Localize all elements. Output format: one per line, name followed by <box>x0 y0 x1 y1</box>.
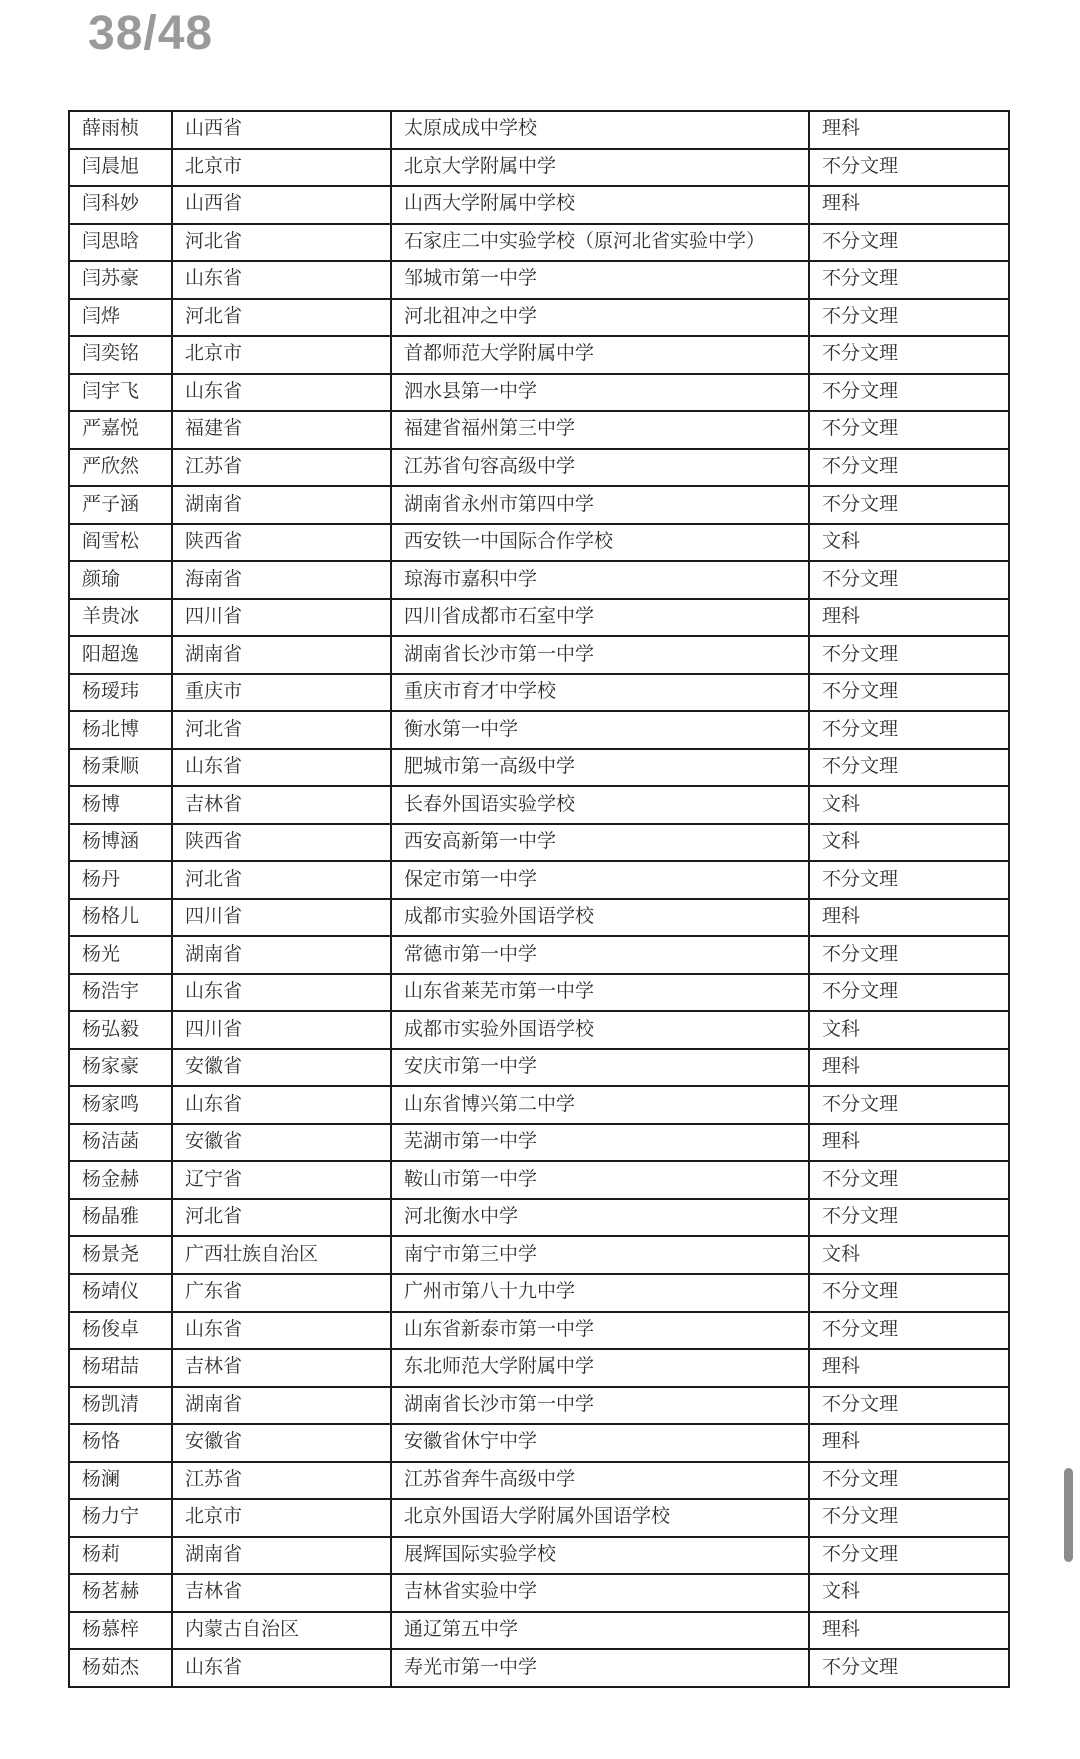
table-row <box>69 524 1009 562</box>
table-row <box>69 411 1009 449</box>
table-cell-track: 不分文理 <box>809 1199 1009 1237</box>
table-row <box>69 1612 1009 1650</box>
table-cell-school: 芜湖市第一中学 <box>391 1124 809 1162</box>
table-cell-province: 山东省 <box>172 1312 391 1350</box>
table-cell-province: 福建省 <box>172 411 391 449</box>
table-row <box>69 261 1009 299</box>
table-cell-province: 吉林省 <box>172 786 391 824</box>
table-cell-name: 杨秉顺 <box>69 749 172 787</box>
table-row <box>69 824 1009 862</box>
table-cell-school: 鞍山市第一中学 <box>391 1161 809 1199</box>
table-row <box>69 674 1009 712</box>
table-cell-track: 文科 <box>809 1236 1009 1274</box>
table-cell-track: 不分文理 <box>809 974 1009 1012</box>
table-cell-province: 安徽省 <box>172 1124 391 1162</box>
table-cell-school: 安徽省休宁中学 <box>391 1424 809 1462</box>
table-cell-name: 杨家鸣 <box>69 1086 172 1124</box>
table-cell-province: 重庆市 <box>172 674 391 712</box>
table-cell-school: 寿光市第一中学 <box>391 1649 809 1687</box>
table-cell-school: 湖南省长沙市第一中学 <box>391 1387 809 1425</box>
table-cell-name: 杨瑷玮 <box>69 674 172 712</box>
table-cell-school: 北京外国语大学附属外国语学校 <box>391 1499 809 1537</box>
table-cell-school: 河北衡水中学 <box>391 1199 809 1237</box>
table-cell-name: 杨澜 <box>69 1462 172 1500</box>
table-cell-province: 吉林省 <box>172 1574 391 1612</box>
table-cell-name: 闫苏豪 <box>69 261 172 299</box>
table-row <box>69 1161 1009 1199</box>
table-cell-track: 不分文理 <box>809 636 1009 674</box>
table-cell-province: 湖南省 <box>172 486 391 524</box>
table-row <box>69 449 1009 487</box>
table-cell-school: 邹城市第一中学 <box>391 261 809 299</box>
table-cell-province: 四川省 <box>172 599 391 637</box>
table-cell-school: 吉林省实验中学 <box>391 1574 809 1612</box>
table-row <box>69 1312 1009 1350</box>
table-cell-track: 文科 <box>809 1011 1009 1049</box>
table-cell-name: 杨莉 <box>69 1537 172 1575</box>
table-row <box>69 1086 1009 1124</box>
table-row <box>69 1387 1009 1425</box>
table-row <box>69 1537 1009 1575</box>
table-cell-name: 杨凯清 <box>69 1387 172 1425</box>
table-cell-school: 肥城市第一高级中学 <box>391 749 809 787</box>
table-cell-province: 山东省 <box>172 374 391 412</box>
table-cell-province: 安徽省 <box>172 1424 391 1462</box>
table-cell-school: 山东省博兴第二中学 <box>391 1086 809 1124</box>
table-cell-track: 理科 <box>809 1349 1009 1387</box>
table-cell-track: 不分文理 <box>809 1161 1009 1199</box>
table-cell-province: 内蒙古自治区 <box>172 1612 391 1650</box>
table-cell-name: 杨恪 <box>69 1424 172 1462</box>
table-row <box>69 1199 1009 1237</box>
table-row <box>69 336 1009 374</box>
table-cell-province: 湖南省 <box>172 1387 391 1425</box>
table-cell-name: 杨弘毅 <box>69 1011 172 1049</box>
table-cell-track: 不分文理 <box>809 1537 1009 1575</box>
roster-table-body <box>69 111 1009 1687</box>
table-cell-track: 文科 <box>809 1574 1009 1612</box>
table-row <box>69 861 1009 899</box>
table-cell-school: 西安铁一中国际合作学校 <box>391 524 809 562</box>
table-cell-track: 不分文理 <box>809 261 1009 299</box>
table-row <box>69 1124 1009 1162</box>
table-cell-track: 不分文理 <box>809 674 1009 712</box>
table-cell-track: 不分文理 <box>809 1387 1009 1425</box>
table-cell-school: 四川省成都市石室中学 <box>391 599 809 637</box>
table-cell-track: 不分文理 <box>809 1462 1009 1500</box>
table-cell-name: 杨珺喆 <box>69 1349 172 1387</box>
table-cell-province: 四川省 <box>172 1011 391 1049</box>
table-cell-school: 山东省新泰市第一中学 <box>391 1312 809 1350</box>
table-row <box>69 1011 1009 1049</box>
table-cell-province: 河北省 <box>172 1199 391 1237</box>
table-cell-name: 薛雨桢 <box>69 111 172 149</box>
table-cell-province: 河北省 <box>172 861 391 899</box>
table-cell-name: 杨北博 <box>69 711 172 749</box>
table-cell-school: 河北祖冲之中学 <box>391 299 809 337</box>
table-cell-name: 闫烨 <box>69 299 172 337</box>
table-row <box>69 711 1009 749</box>
table-cell-track: 不分文理 <box>809 561 1009 599</box>
table-cell-school: 安庆市第一中学 <box>391 1049 809 1087</box>
table-row <box>69 224 1009 262</box>
table-cell-school: 东北师范大学附属中学 <box>391 1349 809 1387</box>
table-cell-province: 北京市 <box>172 336 391 374</box>
table-cell-school: 福建省福州第三中学 <box>391 411 809 449</box>
table-cell-name: 杨茗赫 <box>69 1574 172 1612</box>
table-cell-name: 杨金赫 <box>69 1161 172 1199</box>
table-cell-province: 海南省 <box>172 561 391 599</box>
table-cell-school: 广州市第八十九中学 <box>391 1274 809 1312</box>
table-cell-school: 山西大学附属中学校 <box>391 186 809 224</box>
table-cell-name: 杨晶雅 <box>69 1199 172 1237</box>
table-row <box>69 974 1009 1012</box>
page-number-indicator: 38/48 <box>88 7 214 60</box>
table-cell-province: 河北省 <box>172 299 391 337</box>
table-cell-track: 不分文理 <box>809 299 1009 337</box>
table-row <box>69 749 1009 787</box>
table-row <box>69 1424 1009 1462</box>
table-cell-track: 不分文理 <box>809 224 1009 262</box>
table-cell-province: 河北省 <box>172 224 391 262</box>
table-cell-track: 不分文理 <box>809 336 1009 374</box>
table-row <box>69 1649 1009 1687</box>
table-cell-track: 理科 <box>809 1424 1009 1462</box>
table-row <box>69 599 1009 637</box>
table-cell-name: 羊贵冰 <box>69 599 172 637</box>
table-cell-province: 山东省 <box>172 261 391 299</box>
table-row <box>69 486 1009 524</box>
table-cell-province: 河北省 <box>172 711 391 749</box>
table-cell-province: 山东省 <box>172 749 391 787</box>
table-row <box>69 299 1009 337</box>
table-cell-track: 理科 <box>809 899 1009 937</box>
table-cell-school: 重庆市育才中学校 <box>391 674 809 712</box>
table-row <box>69 111 1009 149</box>
table-cell-track: 不分文理 <box>809 1086 1009 1124</box>
table-cell-name: 闫科妙 <box>69 186 172 224</box>
table-cell-school: 湖南省长沙市第一中学 <box>391 636 809 674</box>
table-cell-name: 杨家豪 <box>69 1049 172 1087</box>
table-cell-name: 闫奕铭 <box>69 336 172 374</box>
table-cell-track: 理科 <box>809 599 1009 637</box>
table-cell-province: 湖南省 <box>172 636 391 674</box>
table-cell-province: 广西壮族自治区 <box>172 1236 391 1274</box>
table-cell-track: 理科 <box>809 1612 1009 1650</box>
table-cell-name: 杨博涵 <box>69 824 172 862</box>
table-cell-province: 吉林省 <box>172 1349 391 1387</box>
table-row <box>69 561 1009 599</box>
table-row <box>69 1236 1009 1274</box>
table-cell-track: 理科 <box>809 1124 1009 1162</box>
table-row <box>69 1574 1009 1612</box>
table-cell-name: 杨光 <box>69 936 172 974</box>
table-cell-track: 不分文理 <box>809 861 1009 899</box>
table-cell-track: 不分文理 <box>809 449 1009 487</box>
table-cell-name: 杨力宁 <box>69 1499 172 1537</box>
table-cell-name: 阳超逸 <box>69 636 172 674</box>
table-row <box>69 1049 1009 1087</box>
table-row <box>69 786 1009 824</box>
table-cell-track: 理科 <box>809 186 1009 224</box>
table-row <box>69 186 1009 224</box>
table-cell-track: 文科 <box>809 524 1009 562</box>
table-cell-province: 江苏省 <box>172 1462 391 1500</box>
table-cell-province: 广东省 <box>172 1274 391 1312</box>
table-row <box>69 1274 1009 1312</box>
table-cell-school: 琼海市嘉积中学 <box>391 561 809 599</box>
table-row <box>69 899 1009 937</box>
table-cell-track: 不分文理 <box>809 711 1009 749</box>
table-cell-school: 太原成成中学校 <box>391 111 809 149</box>
table-cell-track: 不分文理 <box>809 1499 1009 1537</box>
table-row <box>69 149 1009 187</box>
table-cell-track: 不分文理 <box>809 411 1009 449</box>
table-cell-school: 湖南省永州市第四中学 <box>391 486 809 524</box>
table-row <box>69 1499 1009 1537</box>
table-cell-school: 泗水县第一中学 <box>391 374 809 412</box>
table-cell-school: 长春外国语实验学校 <box>391 786 809 824</box>
table-cell-province: 陕西省 <box>172 524 391 562</box>
table-cell-school: 石家庄二中实验学校（原河北省实验中学） <box>391 224 809 262</box>
table-cell-name: 杨景尧 <box>69 1236 172 1274</box>
table-cell-track: 不分文理 <box>809 486 1009 524</box>
table-cell-school: 西安高新第一中学 <box>391 824 809 862</box>
table-cell-name: 杨浩宇 <box>69 974 172 1012</box>
table-cell-name: 闫宇飞 <box>69 374 172 412</box>
table-cell-name: 杨博 <box>69 786 172 824</box>
table-cell-province: 北京市 <box>172 149 391 187</box>
table-cell-school: 常德市第一中学 <box>391 936 809 974</box>
table-cell-track: 不分文理 <box>809 1649 1009 1687</box>
table-cell-track: 不分文理 <box>809 936 1009 974</box>
table-cell-track: 文科 <box>809 824 1009 862</box>
scrollbar-thumb[interactable] <box>1064 1468 1073 1562</box>
table-cell-province: 北京市 <box>172 1499 391 1537</box>
table-cell-name: 颜瑜 <box>69 561 172 599</box>
roster-table <box>68 110 1010 1688</box>
table-cell-name: 杨茹杰 <box>69 1649 172 1687</box>
table-cell-track: 不分文理 <box>809 374 1009 412</box>
table-cell-province: 湖南省 <box>172 936 391 974</box>
table-cell-school: 成都市实验外国语学校 <box>391 1011 809 1049</box>
table-cell-track: 不分文理 <box>809 1274 1009 1312</box>
table-cell-name: 杨慕梓 <box>69 1612 172 1650</box>
table-cell-name: 阎雪松 <box>69 524 172 562</box>
table-cell-school: 江苏省句容高级中学 <box>391 449 809 487</box>
table-cell-school: 通辽第五中学 <box>391 1612 809 1650</box>
table-row <box>69 1462 1009 1500</box>
table-row <box>69 1349 1009 1387</box>
table-cell-school: 山东省莱芜市第一中学 <box>391 974 809 1012</box>
table-cell-school: 保定市第一中学 <box>391 861 809 899</box>
table-row <box>69 936 1009 974</box>
table-cell-school: 北京大学附属中学 <box>391 149 809 187</box>
table-cell-name: 严子涵 <box>69 486 172 524</box>
table-cell-name: 闫思晗 <box>69 224 172 262</box>
table-cell-province: 山东省 <box>172 1086 391 1124</box>
table-cell-track: 理科 <box>809 1049 1009 1087</box>
table-cell-province: 山东省 <box>172 974 391 1012</box>
table-cell-name: 杨丹 <box>69 861 172 899</box>
table-cell-province: 安徽省 <box>172 1049 391 1087</box>
table-cell-school: 衡水第一中学 <box>391 711 809 749</box>
table-cell-name: 杨靖仪 <box>69 1274 172 1312</box>
table-cell-province: 山东省 <box>172 1649 391 1687</box>
table-cell-province: 陕西省 <box>172 824 391 862</box>
table-cell-track: 不分文理 <box>809 149 1009 187</box>
table-cell-school: 首都师范大学附属中学 <box>391 336 809 374</box>
table-row <box>69 374 1009 412</box>
table-cell-school: 江苏省奔牛高级中学 <box>391 1462 809 1500</box>
table-cell-province: 辽宁省 <box>172 1161 391 1199</box>
table-cell-track: 不分文理 <box>809 1312 1009 1350</box>
table-cell-province: 四川省 <box>172 899 391 937</box>
table-cell-name: 严嘉悦 <box>69 411 172 449</box>
table-cell-name: 严欣然 <box>69 449 172 487</box>
table-cell-province: 江苏省 <box>172 449 391 487</box>
table-cell-school: 成都市实验外国语学校 <box>391 899 809 937</box>
table-cell-province: 山西省 <box>172 111 391 149</box>
table-cell-school: 展辉国际实验学校 <box>391 1537 809 1575</box>
table-cell-track: 理科 <box>809 111 1009 149</box>
table-cell-track: 不分文理 <box>809 749 1009 787</box>
table-cell-school: 南宁市第三中学 <box>391 1236 809 1274</box>
table-cell-province: 湖南省 <box>172 1537 391 1575</box>
table-cell-name: 杨俊卓 <box>69 1312 172 1350</box>
table-row <box>69 636 1009 674</box>
table-cell-track: 文科 <box>809 786 1009 824</box>
table-cell-name: 闫晨旭 <box>69 149 172 187</box>
table-cell-name: 杨洁菡 <box>69 1124 172 1162</box>
table-cell-name: 杨格儿 <box>69 899 172 937</box>
table-cell-province: 山西省 <box>172 186 391 224</box>
